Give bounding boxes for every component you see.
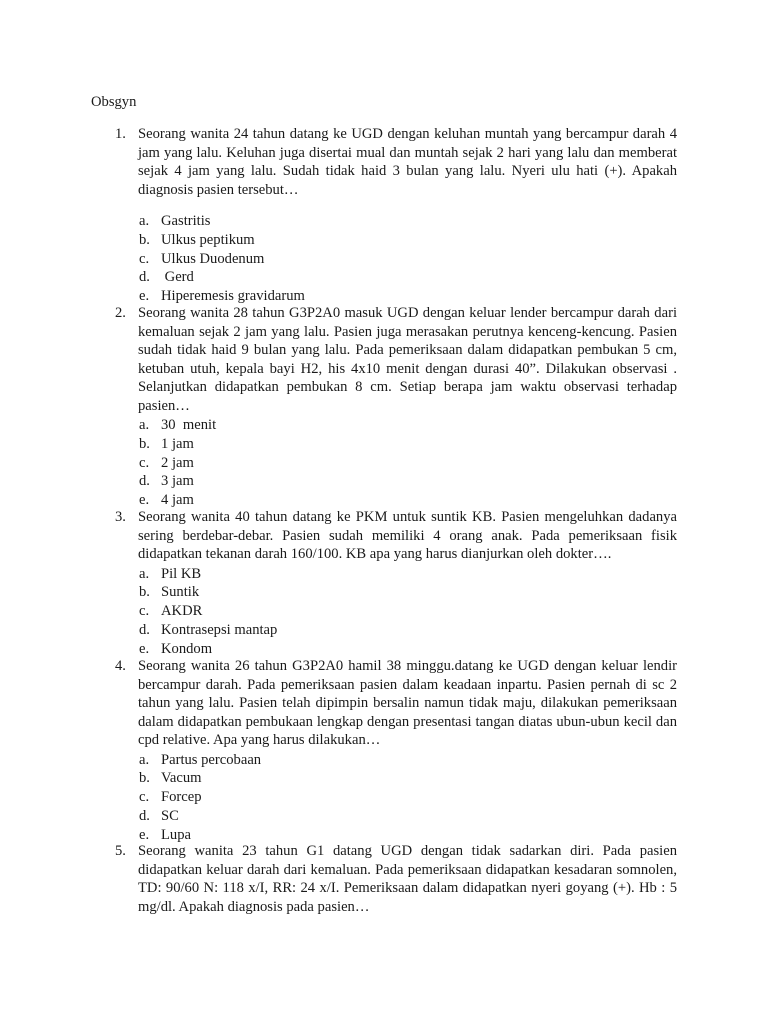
choice-text: Ulkus Duodenum [161,250,265,267]
choice-item [115,231,677,250]
choice-item [115,788,677,807]
choice-letter: d. [139,621,150,638]
choice-text: Kontrasepsi mantap [161,621,278,638]
choice-text: 2 jam [161,454,194,471]
choice-list [115,212,677,306]
choice-letter: d. [139,269,150,286]
choice-letter: e. [139,288,150,304]
choice-letter: e. [139,826,150,843]
choice-item [115,454,677,473]
question-text: Seorang wanita 23 tahun G1 datang UGD dengan tidak sadarkan diri. Pada pasien didapatkan keluar darah dari kemaluan. Pada pemeriksaan didapatkan kesadaran somnolen, TD: 90/60 N: 118 x/I, RR: 24 x/I. Pemeriksaan dalam didapatkan nyeri goyang (+). Hb : 5 mg/dl. Apakah diagnosis pada pasien… [138,843,677,915]
choice-item [115,807,677,826]
question-number: 4. [115,658,126,674]
choice-text: Gerd [161,269,194,286]
choice-list [115,565,677,659]
question-4 [115,657,677,844]
choice-item [115,640,677,659]
choice-item [115,751,677,770]
document-heading: Obsgyn [91,94,137,110]
choice-letter: e. [139,492,150,508]
choice-letter: b. [139,231,150,248]
choice-letter: b. [139,770,150,787]
question-text: Seorang wanita 28 tahun G3P2A0 masuk UGD dengan keluar lender bercampur darah dari kemaluan sejak 2 jam yang lalu. Pasien juga merasakan perutnya kenceng-kencung. Pasien sudah tidak haid 9 bulan yang lalu. Pada pemeriksaan dalam didapatkan pembukan 5 cm, ketuban utuh, kepala bayi H2, his 4x10 menit dengan durasi 40”. Dilakukan observasi . Selanjutkan didapatkan pembukan 8 cm. Setiap berapa jam waktu observasi terhadap pasien… [138,305,677,414]
choice-text: Vacum [161,770,202,787]
choice-text: AKDR [161,603,203,619]
question-number: 1. [115,126,126,142]
choice-item [115,769,677,788]
choice-letter: c. [139,250,150,267]
choice-text: Partus percobaan [161,751,262,768]
choice-text: Forcep [161,789,202,805]
choice-letter: c. [139,454,150,471]
choice-item [115,212,677,231]
choice-list [115,751,677,845]
choice-letter: a. [139,565,150,582]
choice-letter: b. [139,584,150,601]
choice-text: 3 jam [161,473,194,490]
question-text: Seorang wanita 26 tahun G3P2A0 hamil 38 minggu.datang ke UGD dengan keluar lendir bercampur darah. Pada pemeriksaan pasien dalam keadaan inpartu. Pasien pernah di sc 2 tahun yang lalu. Pasien telah dipimpin bersalin namun tidak maju, dilakukan pemeriksaan dalam didapatkan pembukaan lengkap dengan presentasi tangan diatas ubun-ubun kecil dan cpd relative. Apa yang harus dilakukan… [138,658,677,748]
choice-letter: d. [139,473,150,490]
choice-letter: d. [139,807,150,824]
choice-item [115,583,677,602]
question-text: Seorang wanita 24 tahun datang ke UGD dengan keluhan muntah yang bercampur darah 4 jam yang lalu. Keluhan juga disertai mual dan muntah sejak 2 hari yang lalu dan memberat sejak 4 jam yang lalu. Sudah tidak haid 3 bulan yang lalu. Nyeri ulu hati (+). Apakah diagnosis pasien tersebut… [138,126,677,198]
question-text: Seorang wanita 40 tahun datang ke PKM untuk suntik KB. Pasien mengeluhkan dadanya sering berdebar-debar. Pasien sudah memiliki 4 orang anak. Pada pemeriksaan fisik didapatkan tekanan darah 160/100. KB apa yang harus dianjurkan oleh dokter…. [138,509,677,562]
choice-item [115,565,677,584]
choice-letter: a. [139,417,150,433]
choice-text: SC [161,807,179,824]
choice-item [115,287,677,306]
question-number: 5. [115,843,126,859]
choice-letter: c. [139,789,150,805]
question-2 [115,304,677,510]
choice-letter: a. [139,751,150,768]
question-number: 2. [115,305,126,321]
choice-text: Gastritis [161,213,211,229]
choice-item [115,435,677,454]
choice-text: Pil KB [161,565,202,582]
choice-letter: c. [139,603,150,619]
choice-text: 1 jam [161,435,194,452]
choice-text: Lupa [161,826,191,843]
question-1 [115,125,677,306]
choice-text: Hiperemesis gravidarum [161,288,305,304]
choice-text: Kondom [161,640,213,657]
choice-item [115,416,677,435]
choice-text: 30 menit [161,417,217,433]
choice-item [115,491,677,510]
choice-item [115,268,677,287]
choice-letter: e. [139,640,150,657]
choice-letter: b. [139,435,150,452]
question-number: 3. [115,509,126,525]
choice-list [115,416,677,510]
choice-item [115,250,677,269]
choice-text: 4 jam [161,492,194,508]
question-5 [115,842,677,916]
choice-item [115,621,677,640]
choice-text: Ulkus peptikum [161,231,255,248]
choice-text: Suntik [161,584,200,601]
choice-letter: a. [139,213,150,229]
choice-item [115,602,677,621]
choice-item [115,472,677,491]
question-3 [115,508,677,658]
